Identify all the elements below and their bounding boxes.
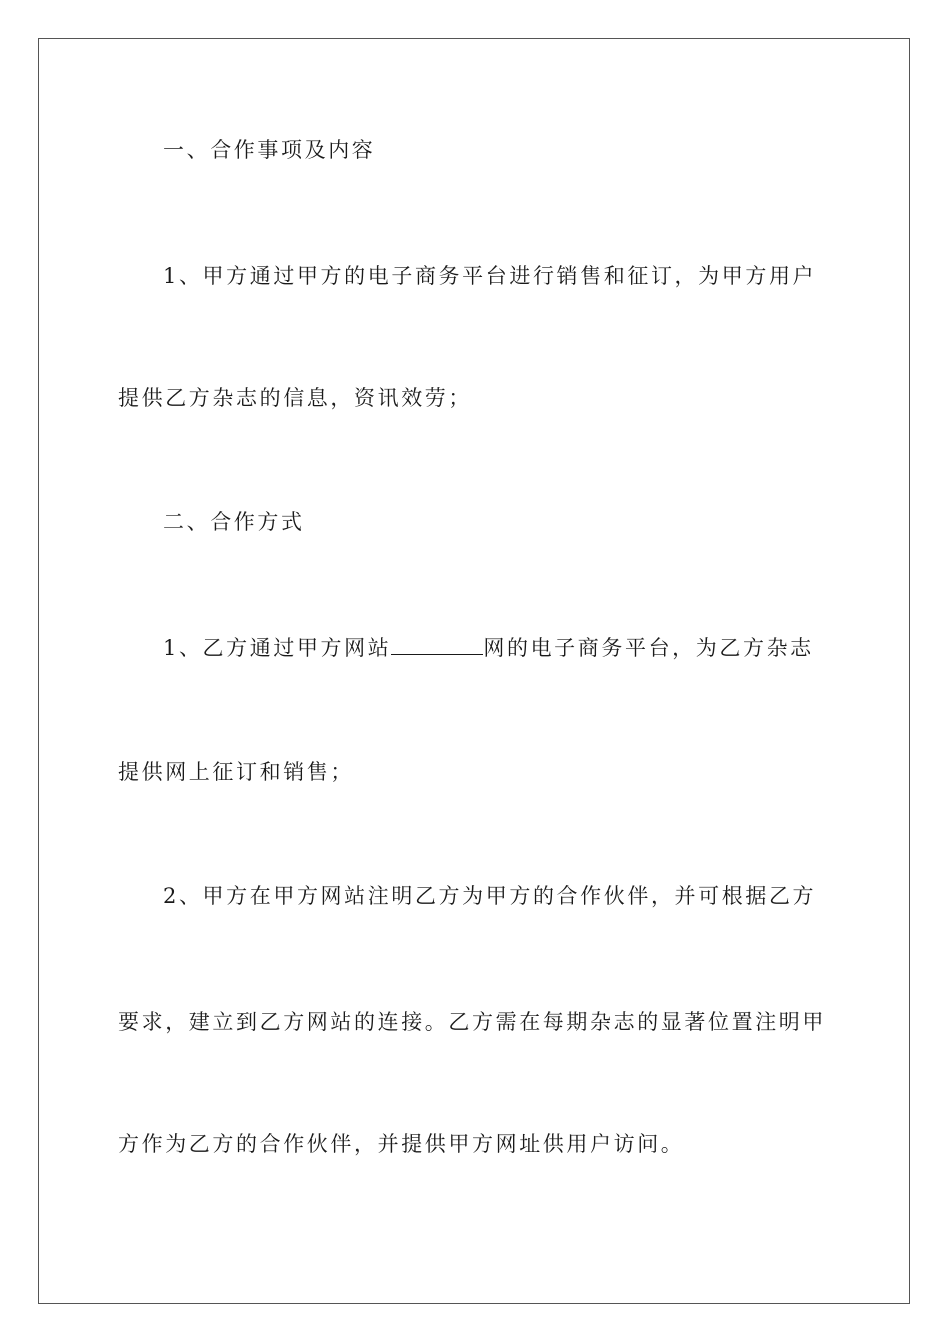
section2-item1-line2: 提供网上征订和销售；: [118, 760, 354, 784]
section1-heading: 一、合作事项及内容: [163, 138, 376, 162]
section2-item1-line1: [163, 634, 883, 662]
page-border: [38, 38, 910, 1304]
section2-item1-text-after: 网的电子商务平台，为乙方杂志: [483, 636, 814, 660]
section2-item2-line2: 要求，建立到乙方网站的连接。乙方需在每期杂志的显著位置注明甲: [118, 1010, 826, 1034]
section1-item1-line2: 提供乙方杂志的信息，资讯效劳；: [118, 386, 472, 410]
section2-item2-line1: 2、甲方在甲方网站注明乙方为甲方的合作伙伴，并可根据乙方: [163, 884, 817, 908]
website-name-blank: [391, 636, 483, 655]
section2-item2-line3: 方作为乙方的合作伙伴，并提供甲方网址供用户访问。: [118, 1132, 685, 1156]
section2-heading: 二、合作方式: [163, 510, 305, 534]
section1-item1-line1: 1、甲方通过甲方的电子商务平台进行销售和征订，为甲方用户: [163, 264, 817, 288]
section2-item1-text-before: 1、乙方通过甲方网站: [163, 636, 392, 660]
